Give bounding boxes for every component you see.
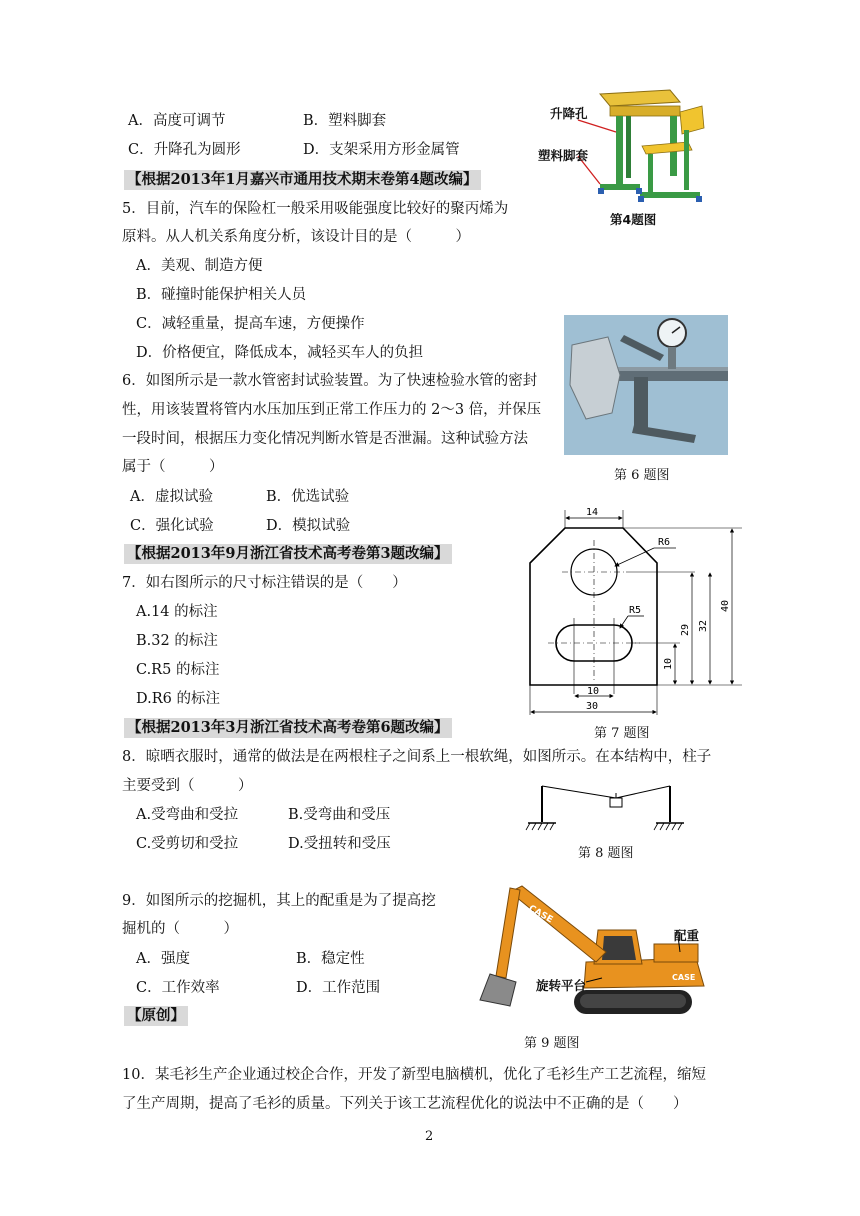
dim-10-horizontal: 10 bbox=[587, 686, 600, 697]
q5-option-b: B．碰撞时能保护相关人员 bbox=[136, 287, 307, 303]
q9-stem-line2: 掘机的（ ） bbox=[122, 921, 238, 937]
fig9-caption: 第 9 题图 bbox=[524, 1036, 580, 1051]
dim-10-vertical: 10 bbox=[663, 657, 674, 670]
fig6-caption: 第 6 题图 bbox=[614, 468, 670, 483]
q6-stem-line3: 一段时间，根据压力变化情况判断水管是否泄漏。这种试验方法 bbox=[122, 431, 528, 447]
q9-option-b: B．稳定性 bbox=[296, 951, 365, 967]
dimension-drawing bbox=[520, 500, 750, 720]
q8-option-c: C.受剪切和受拉 bbox=[136, 836, 239, 852]
q8-option-a: A.受弯曲和受拉 bbox=[136, 807, 239, 823]
q7-option-d: D.R6 的标注 bbox=[136, 691, 220, 707]
dim-29: 29 bbox=[680, 623, 691, 636]
dim-32: 32 bbox=[698, 619, 709, 632]
q8-stem-line1: 8．晾晒衣服时，通常的做法是在两根柱子之间系上一根软绳，如图所示。在本结构中，柱子 bbox=[122, 749, 712, 765]
q10-stem-line2: 了生产周期，提高了毛衫的质量。下列关于该工艺流程优化的说法中不正确的是（ ） bbox=[122, 1096, 688, 1112]
q9-option-c: C．工作效率 bbox=[136, 980, 220, 996]
fig4-caption: 第4题图 bbox=[610, 212, 657, 227]
dim-40: 40 bbox=[720, 599, 731, 612]
dim-30: 30 bbox=[586, 701, 599, 712]
q7-option-a: A.14 的标注 bbox=[136, 604, 218, 620]
excavator-brand-boom: CASE bbox=[526, 903, 555, 926]
dim-r6: R6 bbox=[658, 537, 671, 548]
clothesline-figure bbox=[520, 778, 690, 834]
q4-option-d: D．支架采用方形金属管 bbox=[303, 142, 460, 158]
fig7-caption: 第 7 题图 bbox=[594, 726, 650, 741]
pipe-test-figure bbox=[564, 315, 728, 455]
source-note-3: 【根据2013年3月浙江省技术高考卷第6题改编】 bbox=[124, 718, 452, 738]
q5-stem-line2: 原料。从人机关系角度分析，该设计目的是（ ） bbox=[122, 229, 470, 245]
excavator-brand-body: CASE bbox=[672, 973, 696, 982]
q4-option-a: A．高度可调节 bbox=[128, 113, 226, 129]
q7-stem: 7．如右图所示的尺寸标注错误的是（ ） bbox=[122, 575, 407, 591]
q6-stem-line1: 6．如图所示是一款水管密封试验装置。为了快速检验水管的密封 bbox=[122, 373, 538, 389]
source-note-4: 【原创】 bbox=[124, 1006, 188, 1026]
q6-stem-line4: 属于（ ） bbox=[122, 459, 224, 475]
q7-option-c: C.R5 的标注 bbox=[136, 662, 220, 678]
fig4-label-cover: 塑料脚套 bbox=[538, 148, 589, 163]
q5-option-c: C．减轻重量，提高车速，方便操作 bbox=[136, 316, 365, 332]
q6-option-d: D．模拟试验 bbox=[266, 518, 351, 534]
q5-option-a: A．美观、制造方便 bbox=[136, 258, 263, 274]
q9-stem-line1: 9．如图所示的挖掘机，其上的配重是为了提高挖 bbox=[122, 893, 436, 909]
q9-option-d: D．工作范围 bbox=[296, 980, 381, 996]
fig9-label-platform: 旋转平台 bbox=[536, 978, 587, 993]
excavator-figure bbox=[466, 882, 716, 1022]
fig4-label-hole: 升降孔 bbox=[550, 106, 588, 121]
q4-option-b: B．塑料脚套 bbox=[303, 113, 387, 129]
q5-stem-line1: 5．目前，汽车的保险杠一般采用吸能强度比较好的聚丙烯为 bbox=[122, 201, 509, 217]
q8-option-b: B.受弯曲和受压 bbox=[288, 807, 391, 823]
dim-14: 14 bbox=[586, 507, 599, 518]
source-note-2: 【根据2013年9月浙江省技术高考卷第3题改编】 bbox=[124, 544, 452, 564]
q9-option-a: A．强度 bbox=[136, 951, 190, 967]
fig9-label-counterweight: 配重 bbox=[674, 928, 700, 943]
q4-option-c: C．升降孔为圆形 bbox=[128, 142, 241, 158]
q10-stem-line1: 10．某毛衫生产企业通过校企合作，开发了新型电脑横机，优化了毛衫生产工艺流程，缩短 bbox=[122, 1067, 706, 1083]
dim-r5: R5 bbox=[629, 605, 642, 616]
q8-stem-line2: 主要受到（ ） bbox=[122, 778, 253, 794]
page-number: 2 bbox=[425, 1129, 434, 1144]
q6-stem-line2: 性，用该装置将管内水压加压到正常工作压力的 2～3 倍，并保压 bbox=[122, 402, 542, 418]
q6-option-c: C．强化试验 bbox=[130, 518, 214, 534]
q7-option-b: B.32 的标注 bbox=[136, 633, 218, 649]
source-note-1: 【根据2013年1月嘉兴市通用技术期末卷第4题改编】 bbox=[124, 170, 481, 190]
q8-option-d: D.受扭转和受压 bbox=[288, 836, 391, 852]
fig8-caption: 第 8 题图 bbox=[578, 846, 634, 861]
q5-option-d: D．价格便宜，降低成本，减轻买车人的负担 bbox=[136, 345, 424, 361]
q6-option-a: A．虚拟试验 bbox=[130, 489, 213, 505]
q6-option-b: B．优选试验 bbox=[266, 489, 350, 505]
